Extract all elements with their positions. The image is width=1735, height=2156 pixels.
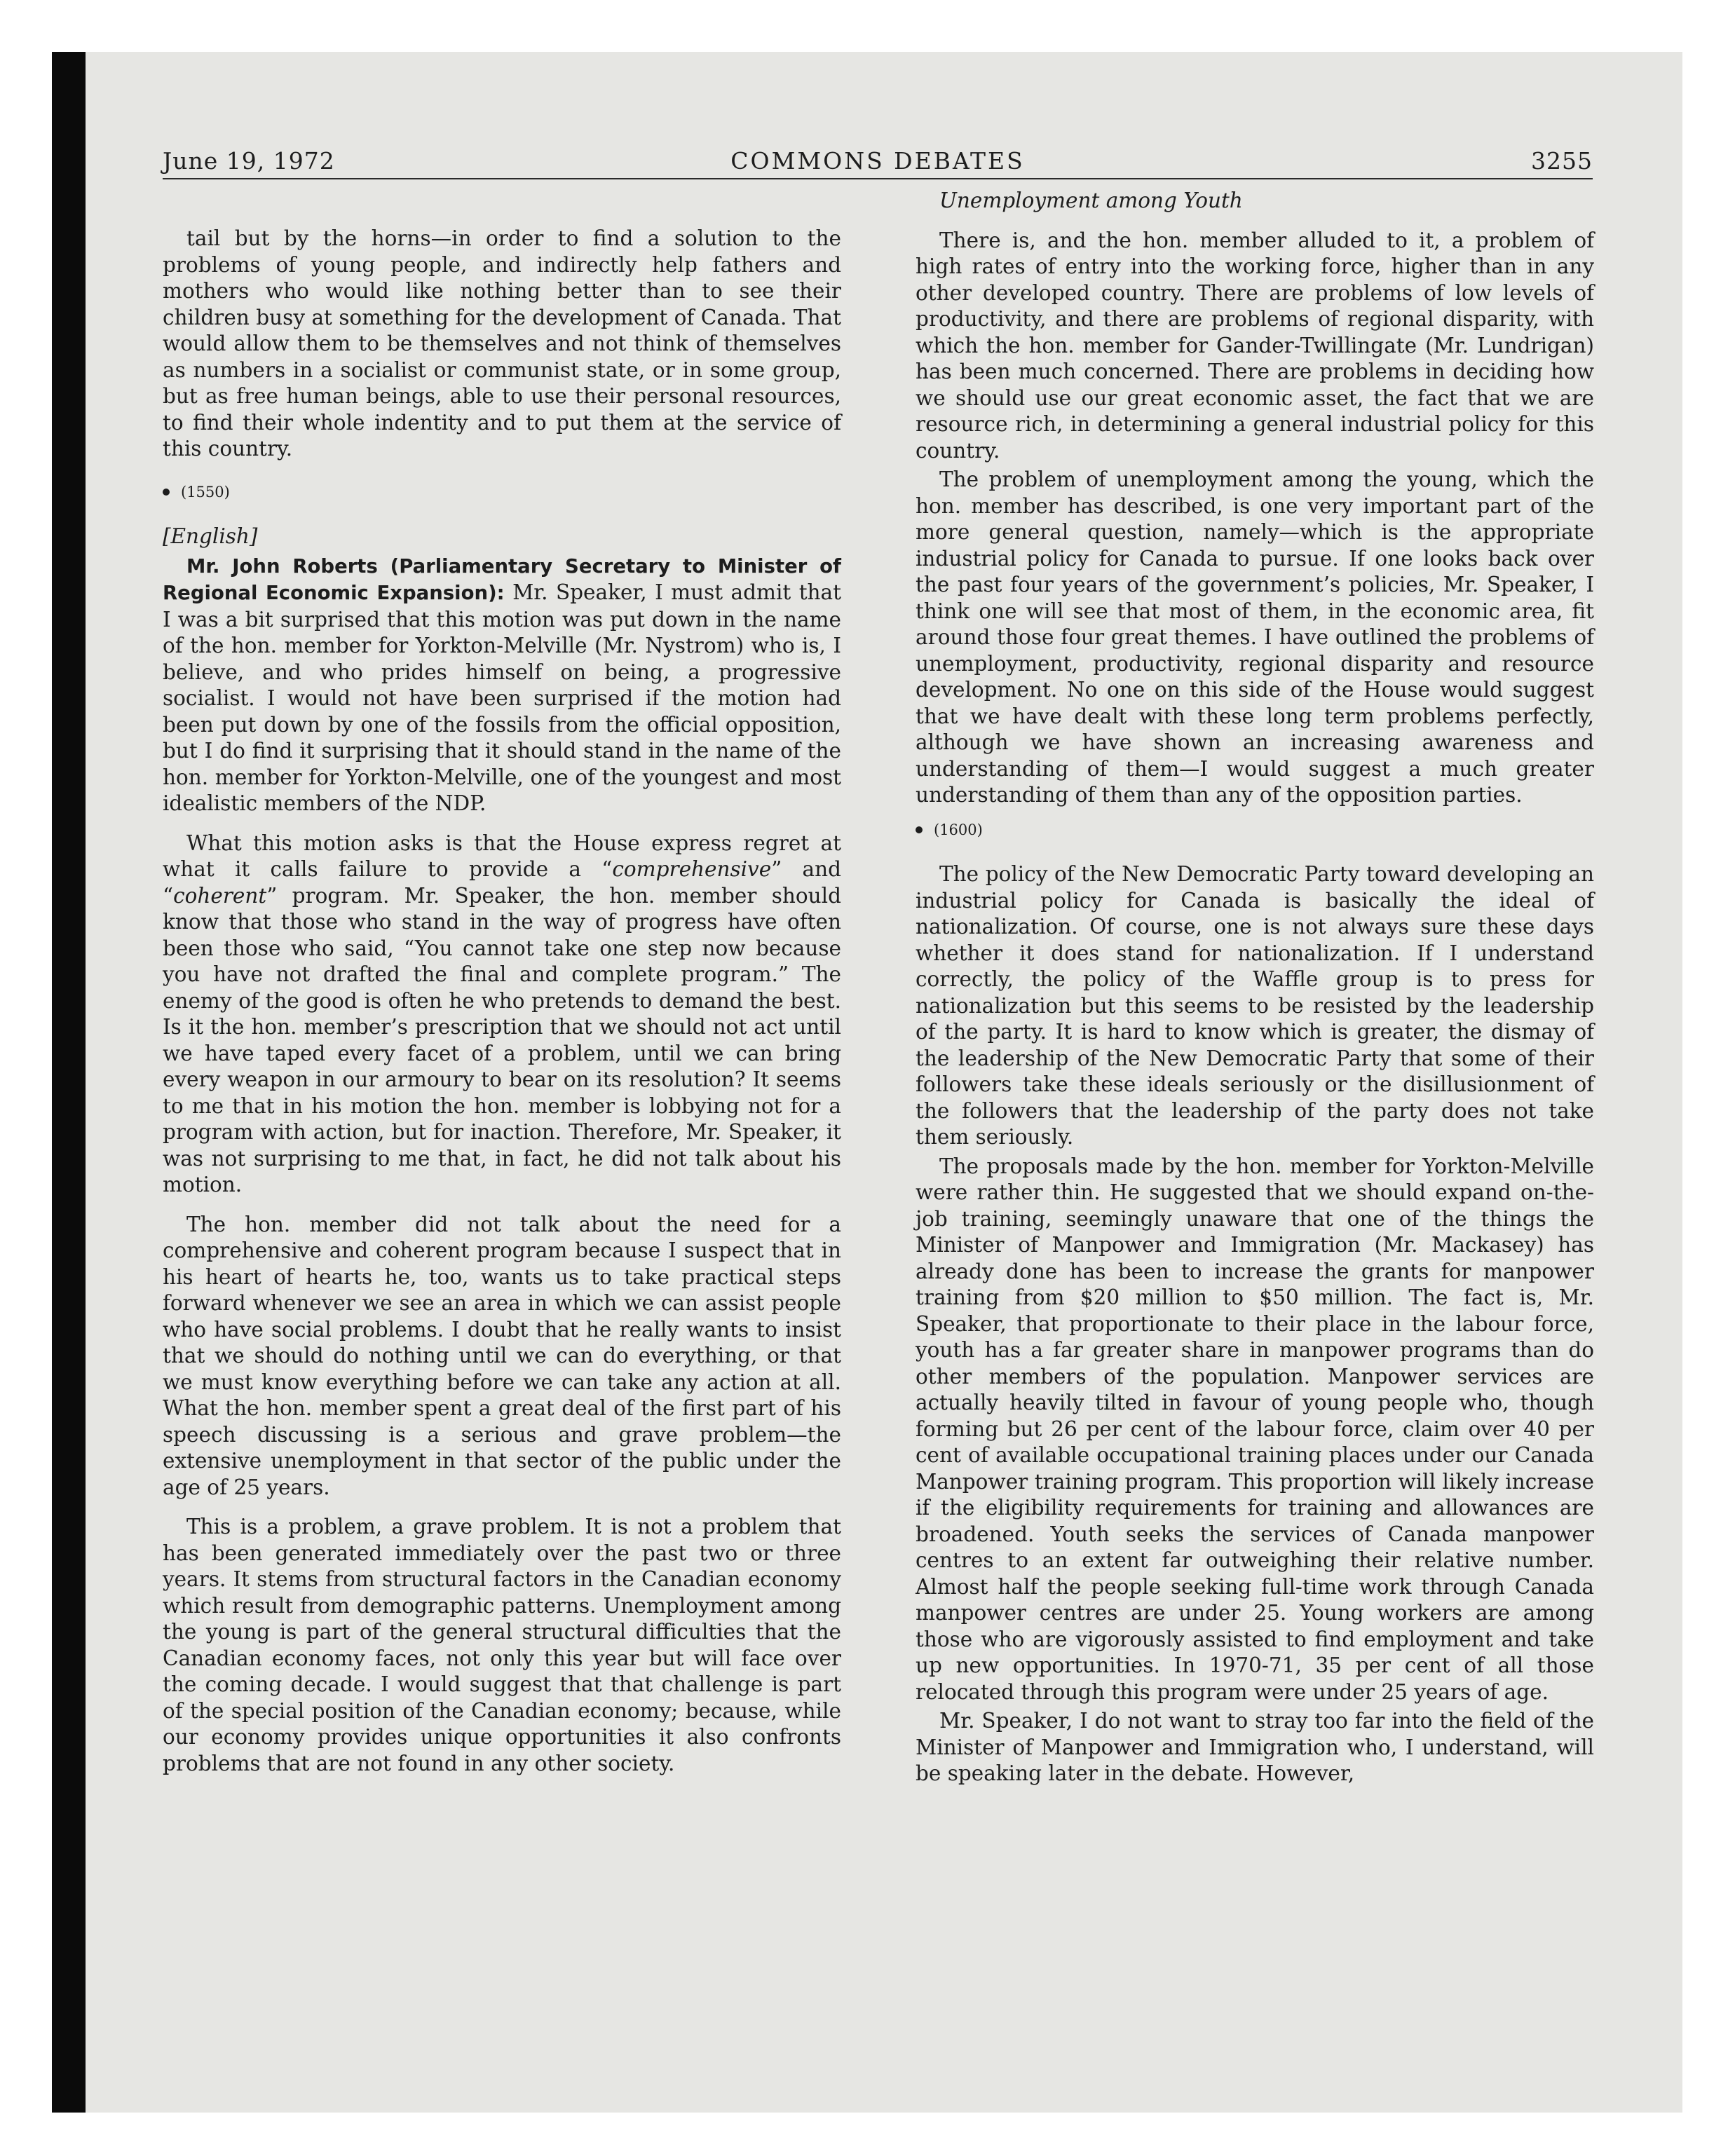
paragraph: There is, and the hon. member alluded to it, a problem of high rates of entry into the working force, higher than in any other developed country. There are problems of low levels of productivity, and there are problems of regional disparity, with which the hon. member for Gander-Twillingate (Mr. Lundrigan) has been much concerned. There are problems in deciding how we should use our great economic asset, the fact that we are resource rich, in determining a general industrial policy for this country.	[916, 228, 1594, 463]
paragraph: The problem of unemployment among the young, which the hon. member has described, is one very important part of the more general question, namely—which is the appropriate industrial policy for Canada to pursue. If one looks back over the past four years of the government’s policies, Mr. Speaker, I think one will see that most of them, in the economic area, fit around those four great themes. I have outlined the problems of unemployment, productivity, regional disparity and resource development. No one on this side of the House would suggest that we have dealt with these long term problems perfectly, although we have shown an increasing awareness and understanding of them—I would suggest a much greater understanding of them than any of the opposition parties.	[916, 468, 1594, 807]
speaker-name: Mr. John Roberts (Parliamentary Secretary to Minister of Regional Economic Expansion):	[163, 554, 841, 604]
paragraph: This is a problem, a grave problem. It is not a problem that has been generated immediately over the past two or three years. It stems from structural factors in the Canadian economy which result from demographic patterns. Unemployment among the young is part of the general structural difficulties that the Canadian economy faces, not only this year but will face over the coming decade. I would suggest that that challenge is part of the special position of the Canadian economy; because, while our economy provides unique opportunities it also confronts problems that are not found in any other society.	[163, 1515, 841, 1775]
paragraph: The hon. member did not talk about the need for a comprehensive and coherent program because I suspect that in his heart of hearts he, too, wants us to take practical steps forward whenever we see an area in which we can assist people who have social problems. I doubt that he really wants to insist that we should do nothing until we can do everything, or that we must know everything before we can take any action at all. What the hon. member spent a great deal of the first part of his speech discussing is a serious and grave problem—the extensive unemployment in that sector of the public under the age of 25 years.	[163, 1212, 841, 1499]
speech-paragraph	[163, 553, 841, 817]
binding-edge	[52, 52, 86, 2113]
bullet-icon	[916, 826, 923, 833]
header-date: June 19, 1972	[163, 147, 335, 175]
speech-text: Mr. Speaker, I must admit that I was a bit surprised that this motion was put down in the name of the hon. member for Yorkton-Melville (Mr. Nystrom) who is, I believe, and who prides himself on being, a progressive socialist. I would not have been surprised if the motion had been put down by one of the fossils from the official opposition, but I do find it surprising that it should stand in the name of the hon. member for Yorkton-Melville, one of the youngest and most idealistic members of the NDP.	[163, 580, 841, 815]
paragraph: The proposals made by the hon. member for Yorkton-Melville were rather thin. He suggested that we should expand on-the-job training, seemingly unaware that one of the things the Minister of Manpower and Immigration (Mr. Mackasey) has already done has been to increase the grants for manpower training from $20 million to $50 million. The fact is, Mr. Speaker, that proportionate to their place in the labour force, youth has a far greater share in manpower programs than do other members of the population. Manpower services are actually heavily tilted in favour of young people who, though forming but 26 per cent of the labour force, claim over 40 per cent of available occupational training places under our Canada Manpower training program. This proportion will likely increase if the eligibility requirements for training and allowances are broadened. Youth seeks the services of Canada manpower centres to an extent far outweighing their relative number. Almost half the people seeking full-time work through Canada manpower centres are under 25. Young workers are among those who are vigorously assisted to find employment and take up new opportunities. In 1970-71, 35 per cent of all those relocated through this program were under 25 years of age.	[916, 1154, 1594, 1704]
paragraph	[163, 831, 841, 1199]
emphasis-text: coherent	[173, 883, 267, 908]
bullet-icon	[163, 489, 170, 496]
header-title: COMMONS DEBATES	[730, 147, 1025, 175]
paragraph: Mr. Speaker, I do not want to stray too far into the field of the Minister of Manpower and Immigration who, I understand, will be speaking later in the debate. However,	[916, 1709, 1594, 1785]
language-marker: [English]	[163, 524, 258, 548]
text-run: What this motion asks is that the House express regret at what it calls failure to provide a “	[163, 831, 841, 881]
section-subheading: Unemployment among Youth	[939, 189, 1243, 212]
time-marker-text: (1550)	[181, 483, 230, 500]
running-header	[163, 144, 1593, 179]
header-page-number: 3255	[1531, 147, 1593, 175]
paragraph: tail but by the horns—in order to find a solution to the problems of young people, and indirectly help fathers and mothers who would like nothing better than to see their children busy at something for the development of Canada. That would allow them to be themselves and not think of themselves as numbers in a socialist or communist state, or in some group, but as free human beings, able to use their personal resources, to find their whole indentity and to put them at the service of this country.	[163, 226, 841, 460]
text-run: ” and “	[163, 857, 841, 908]
text-run: ” program. Mr. Speaker, the hon. member should know that those who stand in the way of progress have often been those who said, “You cannot take one step now because you have not drafted the final and complete program.” The enemy of the good is often he who pretends to demand the best. Is it the hon. member’s prescription that we should not act until we have taped every facet of a problem, until we can bring every weapon in our armoury to bear on its resolution? It seems to me that in his motion the hon. member is lobbying not for a program with action, but for inaction. Therefore, Mr. Speaker, it was not surprising to me that, in fact, he did not talk about his motion.	[163, 883, 841, 1196]
document-page	[163, 144, 1594, 1785]
left-column	[163, 226, 841, 1790]
emphasis-text: comprehensive	[612, 857, 772, 881]
time-marker-text: (1600)	[934, 821, 983, 838]
right-column	[916, 188, 1594, 1790]
time-marker	[916, 817, 1594, 844]
time-marker	[163, 479, 841, 506]
paragraph: The policy of the New Democratic Party toward developing an industrial policy for Canada is basically the ideal of nationalization. Of course, one is not always sure these days whether it does stand for nationalization. If I understand correctly, the policy of the Waffle group is to press for nationalization but this seems to be resisted by the leadership of the party. It is hard to know which is greater, the dismay of the leadership of the New Democratic Party that some of their followers take these ideals seriously or the disillusionment of the followers that the leadership of the party does not take them seriously.	[916, 862, 1594, 1149]
